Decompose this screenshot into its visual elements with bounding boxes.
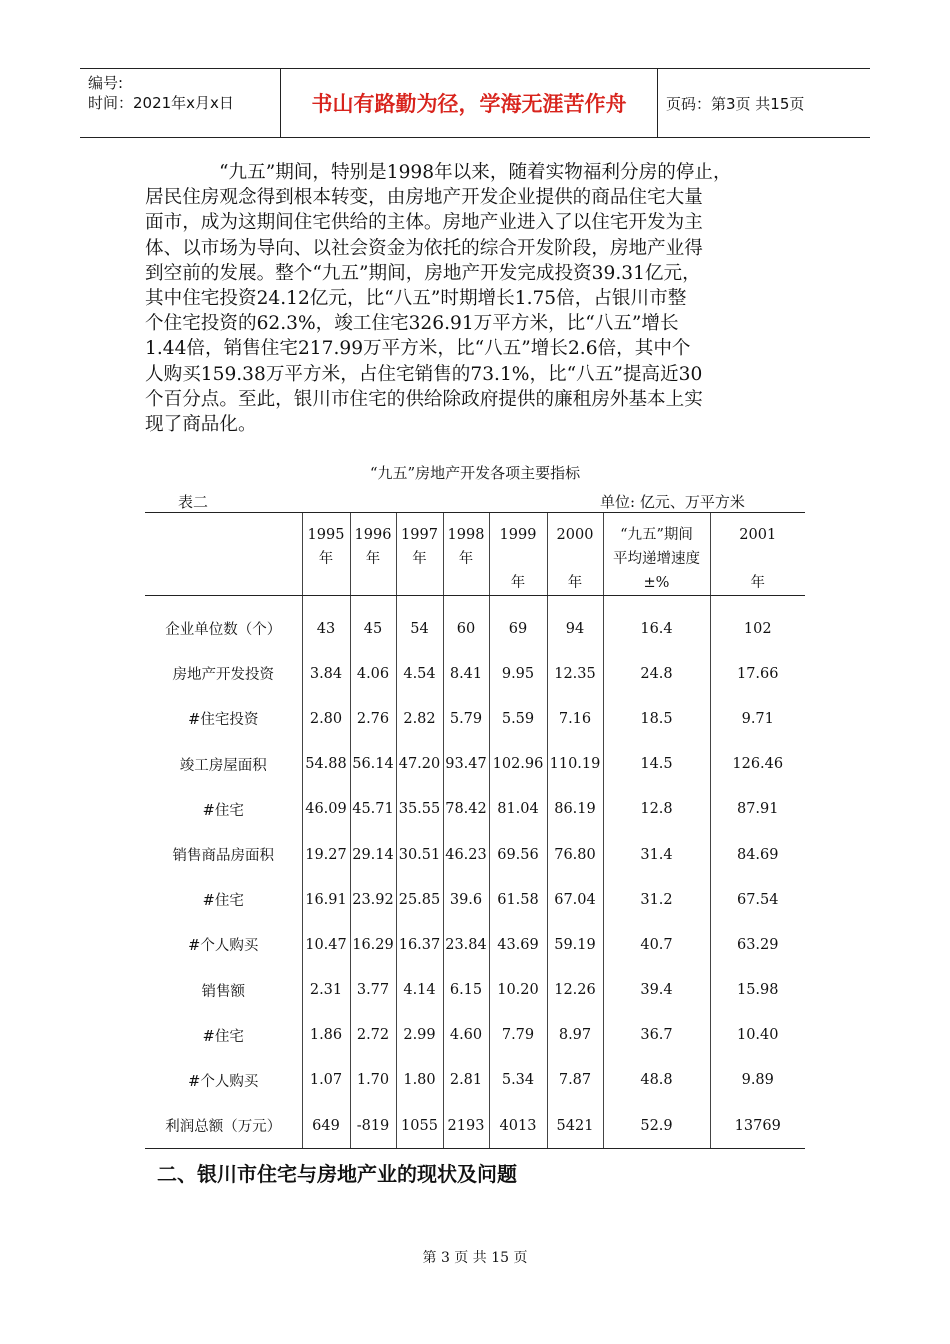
- table-cell: 36.7: [603, 1013, 710, 1058]
- table-cell: 45: [350, 596, 396, 652]
- table-cell: 29.14: [350, 832, 396, 877]
- header-line: [145, 571, 302, 595]
- header-line: 年: [510, 575, 526, 591]
- table-cell: 5.79: [443, 696, 489, 741]
- table-cell: 69.56: [489, 832, 547, 877]
- table-cell: 7.16: [547, 696, 603, 741]
- table-cell: 78.42: [443, 787, 489, 832]
- section-heading: 二、银川市住宅与房地产业的现状及问题: [157, 1162, 517, 1186]
- table-cell: 23.92: [350, 877, 396, 922]
- row-label-cell: #住宅投资: [188, 712, 259, 729]
- header-line: 年: [318, 551, 334, 567]
- table-cell: 76.80: [547, 832, 603, 877]
- paragraph-line: “九五”期间，特别是1998年以来，随着实物福利分房的停止，: [219, 162, 732, 183]
- table-cell: 43.69: [489, 922, 547, 967]
- header-line: 年: [567, 575, 583, 591]
- table-cell: 30.51: [396, 832, 443, 877]
- row-label-cell: #住宅: [202, 802, 244, 819]
- table-header-cell: [489, 513, 547, 596]
- table-row: [145, 922, 805, 967]
- table-cell: 54.88: [302, 742, 350, 787]
- table-cell: 16.37: [396, 922, 443, 967]
- table-cell: 17.66: [710, 651, 805, 696]
- table-cell: 25.85: [396, 877, 443, 922]
- table-row: [145, 787, 805, 832]
- header-meta: [80, 69, 281, 137]
- header-line: [145, 523, 302, 547]
- table-cell: 39.6: [443, 877, 489, 922]
- header-line: 2001: [739, 527, 777, 543]
- table-cell: 102: [710, 596, 805, 652]
- table-cell: 31.2: [603, 877, 710, 922]
- table-cell: 2.82: [396, 696, 443, 741]
- table-cell: 102.96: [489, 742, 547, 787]
- table-cell: 9.89: [710, 1058, 805, 1103]
- table-cell: 19.27: [302, 832, 350, 877]
- row-label-cell: 房地产开发投资: [172, 667, 274, 684]
- table-cell: 46.23: [443, 832, 489, 877]
- header-line: [351, 571, 396, 595]
- table-header-cell: [547, 513, 603, 596]
- table-cell: 5421: [547, 1103, 603, 1149]
- table-cell: 16.29: [350, 922, 396, 967]
- table-cell: 1.86: [302, 1013, 350, 1058]
- table-cell: 126.46: [710, 742, 805, 787]
- table-cell: 8.41: [443, 651, 489, 696]
- header-line: 年: [365, 551, 381, 567]
- table-cell: 84.69: [710, 832, 805, 877]
- table-cell: 14.5: [603, 742, 710, 787]
- header-line: 1999: [499, 527, 537, 543]
- table-cell: 67.54: [710, 877, 805, 922]
- body-paragraph: [145, 160, 815, 437]
- table-cell: 46.09: [302, 787, 350, 832]
- table-cell: 45.71: [350, 787, 396, 832]
- table-cell: 39.4: [603, 968, 710, 1013]
- table-body: [145, 596, 805, 1149]
- table-cell: 54: [396, 596, 443, 652]
- table-cell: 8.97: [547, 1013, 603, 1058]
- row-label-cell: 企业单位数（个）: [165, 622, 282, 639]
- table-cell: 7.87: [547, 1058, 603, 1103]
- table-cell: -819: [350, 1103, 396, 1149]
- header-line: 年: [750, 575, 765, 591]
- header-time-label: 时间：2021年x月x日: [88, 94, 234, 112]
- table-row: [145, 696, 805, 741]
- table-cell: 10.47: [302, 922, 350, 967]
- row-label-cell: 销售额: [201, 983, 245, 1000]
- header-line: [711, 547, 806, 571]
- table-cell: 93.47: [443, 742, 489, 787]
- table-cell: 10.20: [489, 968, 547, 1013]
- header-line: ±%: [643, 575, 670, 591]
- table-cell: 4.54: [396, 651, 443, 696]
- table-label: 表二: [178, 493, 209, 511]
- row-label-cell: #个人购买: [188, 1073, 259, 1090]
- table-cell: 10.40: [710, 1013, 805, 1058]
- table-header-cell: [443, 513, 489, 596]
- table-cell: 67.04: [547, 877, 603, 922]
- table-cell: 9.95: [489, 651, 547, 696]
- table-cell: 2.80: [302, 696, 350, 741]
- table-cell: 15.98: [710, 968, 805, 1013]
- table-cell: 47.20: [396, 742, 443, 787]
- header-motto: 书山有路勤为径，学海无涯苦作舟: [281, 69, 658, 137]
- header-line: [303, 571, 350, 595]
- table-cell: 1.07: [302, 1058, 350, 1103]
- table-cell: 40.7: [603, 922, 710, 967]
- table-cell: 2193: [443, 1103, 489, 1149]
- header-line: 1997: [401, 527, 438, 543]
- table-cell: 2.31: [302, 968, 350, 1013]
- header-line: “九五”期间: [620, 527, 693, 543]
- table-cell: 5.34: [489, 1058, 547, 1103]
- table-cell: 63.29: [710, 922, 805, 967]
- table-header-cell: [603, 513, 710, 596]
- table-row: [145, 1058, 805, 1103]
- header-line: [397, 571, 443, 595]
- table-cell: 24.8: [603, 651, 710, 696]
- table-row: [145, 832, 805, 877]
- table-cell: 12.26: [547, 968, 603, 1013]
- page-footer: 第 3 页 共 15 页: [422, 1250, 528, 1266]
- table-cell: 56.14: [350, 742, 396, 787]
- header-line: 1998: [447, 527, 485, 543]
- table-cell: 35.55: [396, 787, 443, 832]
- row-label-cell: #住宅: [202, 893, 244, 910]
- table-cell: 86.19: [547, 787, 603, 832]
- table-cell: 3.77: [350, 968, 396, 1013]
- table-header-cell: [145, 513, 302, 596]
- table-cell: 43: [302, 596, 350, 652]
- row-label-cell: 销售商品房面积: [172, 848, 274, 865]
- table-cell: 69: [489, 596, 547, 652]
- table-header-cell: [302, 513, 350, 596]
- table-cell: 16.4: [603, 596, 710, 652]
- paragraph-line: 到空前的发展。整个“九五”期间，房地产开发完成投资39.31亿元，: [145, 262, 701, 284]
- table-row: [145, 968, 805, 1013]
- table-cell: 13769: [710, 1103, 805, 1149]
- row-label-cell: 竣工房屋面积: [179, 757, 267, 774]
- header-line: 1995: [307, 527, 345, 543]
- header-line: [444, 571, 489, 595]
- table-cell: 6.15: [443, 968, 489, 1013]
- table-cell: 12.8: [603, 787, 710, 832]
- table-cell: 4013: [489, 1103, 547, 1149]
- table-cell: 18.5: [603, 696, 710, 741]
- table-cell: 2.76: [350, 696, 396, 741]
- indicators-table: [145, 512, 805, 1149]
- table-cell: 52.9: [603, 1103, 710, 1149]
- table-cell: 1055: [396, 1103, 443, 1149]
- paragraph-line: 1.44倍，销售住宅217.99万平方米，比“八五”增长2.6倍，其中个: [145, 338, 691, 360]
- header-line: 2000: [556, 527, 594, 543]
- table-header-cell: [350, 513, 396, 596]
- table-cell: 3.84: [302, 651, 350, 696]
- table-cell: 87.91: [710, 787, 805, 832]
- table-cell: 2.99: [396, 1013, 443, 1058]
- table-cell: 48.8: [603, 1058, 710, 1103]
- table-cell: 12.35: [547, 651, 603, 696]
- table-row: [145, 1013, 805, 1058]
- table-row: [145, 877, 805, 922]
- paragraph-line: 个百分点。至此，银川市住宅的供给除政府提供的廉租房外基本上实: [145, 388, 703, 410]
- table-cell: 2.81: [443, 1058, 489, 1103]
- table-header-row: [145, 513, 805, 596]
- table-header-cell: [710, 513, 805, 596]
- row-label-cell: #个人购买: [188, 938, 259, 955]
- page-header: [80, 68, 870, 138]
- paragraph-line: 面市，成为这期间住宅供给的主体。房地产业进入了以住宅开发为主: [145, 212, 703, 234]
- table-cell: 1.70: [350, 1058, 396, 1103]
- header-line: 年: [458, 551, 474, 567]
- table-cell: 4.14: [396, 968, 443, 1013]
- paragraph-line: 体、以市场为导向、以社会资金为依托的综合开发阶段，房地产业得: [145, 237, 703, 259]
- header-line: [548, 547, 603, 571]
- table-cell: 649: [302, 1103, 350, 1149]
- table-unit: 单位: 亿元、万平方米: [600, 493, 745, 511]
- table-cell: 110.19: [547, 742, 603, 787]
- table-row: [145, 651, 805, 696]
- header-line: 年: [412, 551, 427, 567]
- table-cell: 4.60: [443, 1013, 489, 1058]
- table-cell: 4.06: [350, 651, 396, 696]
- table-row: [145, 596, 805, 652]
- paragraph-line: 人购买159.38万平方米，占住宅销售的73.1%，比“八五”提高近30: [145, 363, 703, 385]
- table-cell: 5.59: [489, 696, 547, 741]
- table-row: [145, 1103, 805, 1149]
- table-row: [145, 742, 805, 787]
- header-code-label: 编号:: [88, 74, 124, 92]
- paragraph-line: 个住宅投资的62.3%，竣工住宅326.91万平方米，比“八五”增长: [145, 313, 679, 335]
- table-cell: 9.71: [710, 696, 805, 741]
- table-cell: 1.80: [396, 1058, 443, 1103]
- table-cell: 81.04: [489, 787, 547, 832]
- row-label-cell: 利润总额（万元）: [145, 1103, 302, 1149]
- header-page-info: 页码：第3页 共15页: [666, 95, 805, 113]
- table-cell: 2.72: [350, 1013, 396, 1058]
- table-cell: 31.4: [603, 832, 710, 877]
- paragraph-line: 其中住宅投资24.12亿元，比“八五”时期增长1.75倍，占银川市整: [145, 288, 687, 310]
- table-cell: 7.79: [489, 1013, 547, 1058]
- table-cell: 61.58: [489, 877, 547, 922]
- table-cell: 94: [547, 596, 603, 652]
- paragraph-line: 现了商品化。: [145, 414, 257, 436]
- table-cell: 23.84: [443, 922, 489, 967]
- table-cell: 59.19: [547, 922, 603, 967]
- table-cell: 60: [443, 596, 489, 652]
- row-label-cell: #住宅: [202, 1028, 244, 1045]
- header-line: [145, 547, 302, 571]
- table-cell: 16.91: [302, 877, 350, 922]
- table-caption: “九五”房地产开发各项主要指标: [369, 464, 581, 482]
- table-header-cell: [396, 513, 443, 596]
- paragraph-line: 居民住房观念得到根本转变，由房地产开发企业提供的商品住宅大量: [145, 187, 703, 209]
- header-line: 平均递增速度: [613, 551, 700, 567]
- header-line: 1996: [354, 527, 392, 543]
- header-line: [490, 547, 547, 571]
